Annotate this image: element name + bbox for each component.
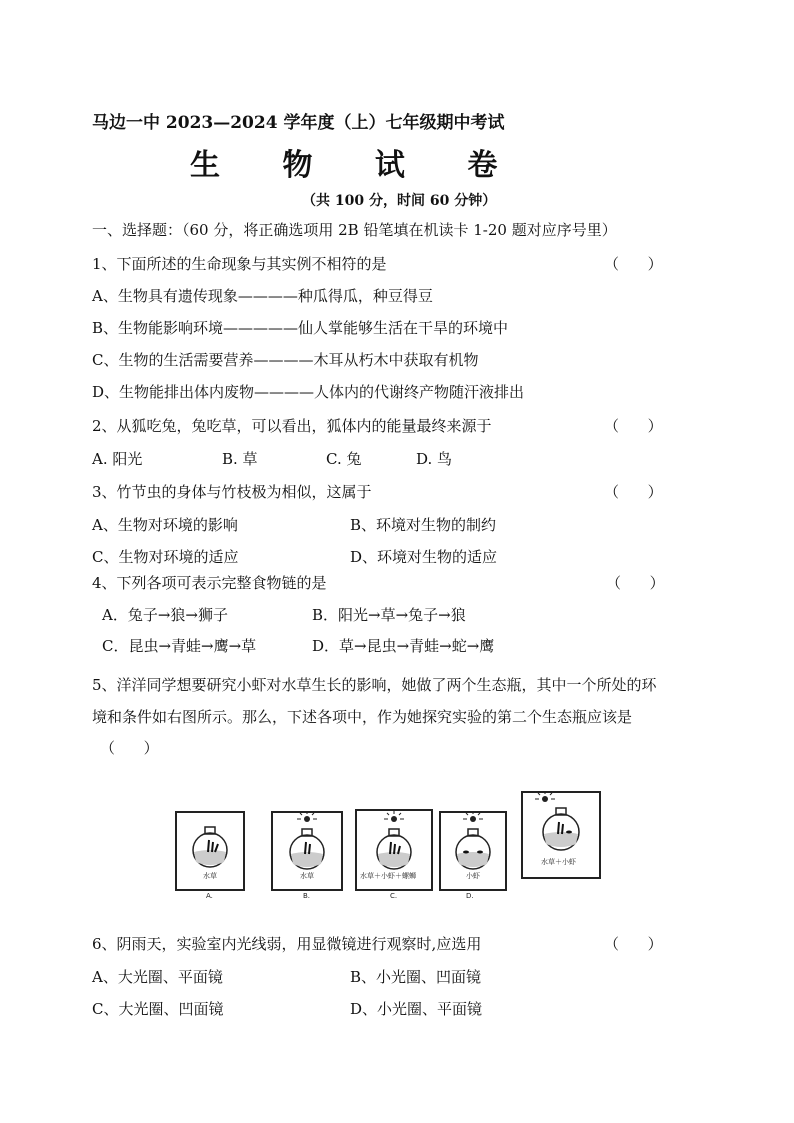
- question-2-option-d: D. 鸟: [416, 450, 453, 468]
- question-4-option-b: B．阳光→草→兔子→狼: [312, 606, 466, 624]
- question-1-stem: 1、下面所述的生命现象与其实例不相符的是: [92, 255, 387, 273]
- option-d-caption: 小虾: [466, 872, 480, 880]
- option-d-letter: D.: [466, 892, 474, 900]
- question-2-option-b: B. 草: [222, 450, 258, 468]
- option-a-caption: 水草: [203, 872, 217, 880]
- question-3-option-a: A、生物对环境的影响: [92, 516, 238, 534]
- question-4-option-a: A．兔子→狼→狮子: [102, 606, 228, 624]
- option-c-letter: C.: [390, 892, 398, 900]
- question-1-answer-paren: （ ）: [604, 255, 663, 273]
- question-6-option-d: D、小光圈、平面镜: [350, 1000, 483, 1018]
- question-2-stem: 2、从狐吃兔，兔吃草，可以看出，狐体内的能量最终来源于: [92, 417, 492, 435]
- option-c-caption: 水草＋小虾＋螺蛳: [360, 872, 416, 880]
- option-b-letter: B.: [303, 892, 311, 900]
- exam-info: （共 100 分，时间 60 分钟）: [302, 193, 497, 209]
- section-heading: 一、选择题：（60 分，将正确选项用 2B 铅笔填在机读卡 1-20 题对应序号里）: [92, 221, 617, 239]
- question-4-answer-paren: （ ）: [606, 574, 665, 592]
- question-5-answer-paren: （ ）: [100, 739, 159, 757]
- question-6-stem: 6、阴雨天，实验室内光线弱，用显微镜进行观察时,应选用: [92, 935, 482, 953]
- question-2-option-c: C. 兔: [326, 450, 362, 468]
- question-3-option-c: C、生物对环境的适应: [92, 548, 239, 566]
- question-6-answer-paren: （ ）: [604, 935, 663, 953]
- question-4-option-c: C．昆虫→青蛙→鹰→草: [102, 637, 257, 655]
- option-a-letter: A.: [206, 892, 213, 900]
- question-5-line-2: 境和条件如右图所示。那么，下述各项中，作为她探究实验的第二个生态瓶应该是: [92, 708, 633, 726]
- reference-caption: 水草＋小虾: [541, 858, 576, 866]
- question-1-option-c: C、生物的生活需要营养————木耳从朽木中获取有机物: [92, 351, 479, 369]
- subject-title: 生 物 试 卷: [190, 148, 524, 183]
- question-6-option-b: B、小光圈、凹面镜: [350, 968, 482, 986]
- reference-bottle-card: [522, 791, 600, 878]
- question-1-option-d: D、生物能排出体内废物————人体内的代谢终产物随汗液排出: [92, 383, 525, 401]
- question-1-option-b: B、生物能影响环境—————仙人掌能够生活在干旱的环境中: [92, 319, 509, 337]
- option-b-card: [272, 811, 342, 900]
- exam-title: 马边一中 2023—2024 学年度（上）七年级期中考试: [92, 113, 505, 133]
- question-4-stem: 4、下列各项可表示完整食物链的是: [92, 574, 327, 592]
- option-d-card: [440, 811, 506, 900]
- question-6-option-a: A、大光圈、平面镜: [92, 968, 223, 986]
- question-4-option-d: D．草→昆虫→青蛙→蛇→鹰: [312, 637, 495, 655]
- question-5-line-1: 5、洋洋同学想要研究小虾对水草生长的影响，她做了两个生态瓶，其中一个所处的环: [92, 676, 657, 694]
- question-1-option-a: A、生物具有遗传现象————种瓜得瓜，种豆得豆: [92, 287, 433, 305]
- question-3-stem: 3、竹节虫的身体与竹枝极为相似，这属于: [92, 483, 372, 501]
- option-a-card: [176, 812, 244, 900]
- ecobottle-figure: [0, 780, 794, 920]
- question-3-option-d: D、环境对生物的适应: [350, 548, 498, 566]
- question-2-answer-paren: （ ）: [604, 417, 663, 435]
- question-6-option-c: C、大光圈、凹面镜: [92, 1000, 224, 1018]
- question-2-option-a: A. 阳光: [92, 450, 143, 468]
- option-b-caption: 水草: [300, 872, 314, 880]
- option-c-card: [356, 810, 432, 900]
- question-3-answer-paren: （ ）: [604, 483, 663, 501]
- question-3-option-b: B、环境对生物的制约: [350, 516, 497, 534]
